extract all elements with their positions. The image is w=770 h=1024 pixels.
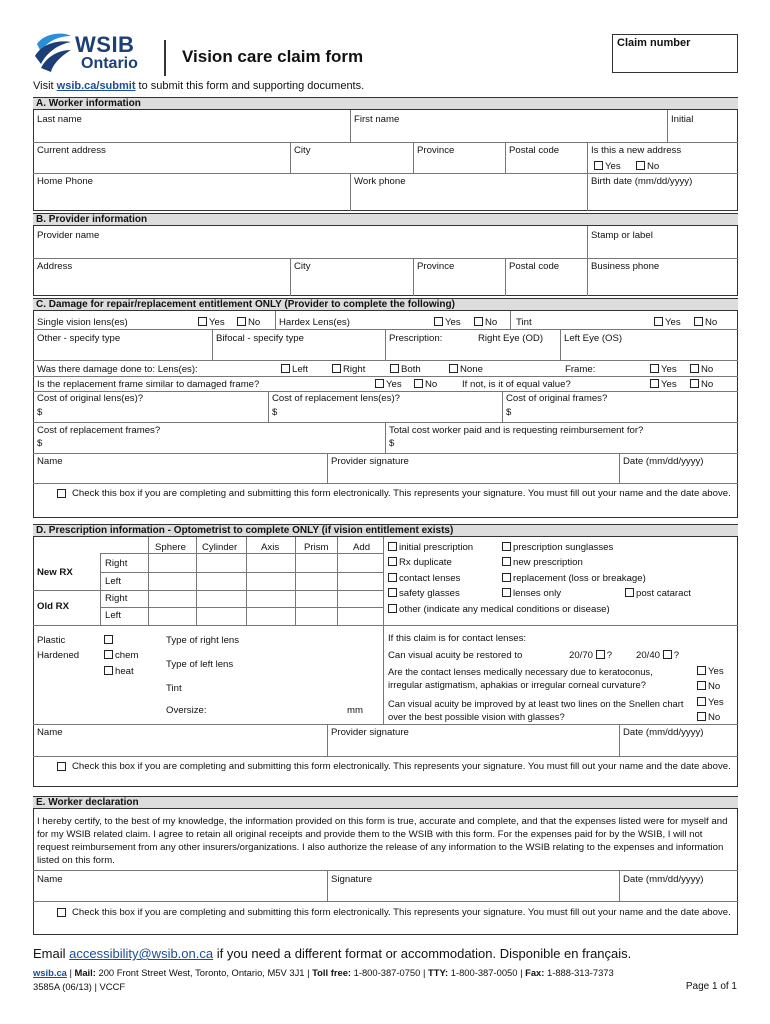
checkbox-icon[interactable]	[663, 650, 672, 659]
equal-value-question: If not, is it of equal value?	[462, 379, 571, 390]
right-eye-field[interactable]: Right Eye (OD)	[478, 333, 544, 344]
equal-value-yes[interactable]	[650, 379, 677, 390]
form-title: Vision care claim form	[182, 47, 364, 66]
provider-name-field[interactable]: Provider name	[37, 230, 100, 241]
option-label: initial prescription	[399, 542, 474, 553]
esign-checkbox-d[interactable]	[57, 762, 66, 771]
snellen-yes[interactable]	[697, 697, 724, 708]
opt-replacement[interactable]	[502, 573, 646, 584]
opt-initial-prescription[interactable]	[388, 542, 473, 553]
plastic-label: Plastic	[37, 635, 66, 646]
tint-yes[interactable]	[654, 317, 681, 328]
provider-postal-field[interactable]: Postal code	[509, 261, 560, 272]
yes-label: Yes	[386, 379, 402, 390]
home-phone-field[interactable]: Home Phone	[37, 176, 93, 187]
no-label: No	[701, 379, 714, 390]
section-a-body	[33, 110, 738, 211]
checkbox-icon[interactable]	[654, 317, 663, 326]
acuity-question: Can visual acuity be restored to	[388, 650, 523, 661]
first-name-field[interactable]: First name	[354, 114, 400, 125]
mail-label: Mail:	[74, 967, 96, 978]
date-field[interactable]: Date (mm/dd/yyyy)	[623, 874, 704, 885]
contact-line: wsib.ca | Mail: 200 Front Street West, Toronto, Ontario, M5V 3J1 | Toll free: 1-800-387-0750 | TTY: 1-800-387-0050 | Fax: 1-888-313-7373	[33, 967, 614, 978]
tollfree-label: Toll free:	[312, 967, 352, 978]
provider-signature-field[interactable]: Provider signature	[331, 456, 409, 467]
no-label: No	[248, 317, 261, 328]
accessibility-email-link[interactable]: accessibility@wsib.on.ca	[69, 946, 214, 961]
oversize-field[interactable]: Oversize:	[166, 705, 207, 716]
left-eye-field[interactable]: Left Eye (OS)	[564, 333, 623, 344]
visit-line	[33, 79, 364, 93]
damage-right[interactable]	[332, 364, 365, 375]
acuity-2040[interactable]	[636, 650, 679, 661]
both-label: Both	[401, 364, 421, 375]
opt-new-prescription[interactable]	[502, 557, 583, 568]
no-label: No	[708, 712, 721, 723]
checkbox-icon[interactable]	[104, 650, 113, 659]
form-code: 3585A (06/13) | VCCF	[33, 981, 126, 992]
cost-original-lens-field[interactable]: Cost of original lens(es)?	[37, 393, 144, 404]
checkbox-icon[interactable]	[625, 588, 634, 597]
tty-label: TTY:	[428, 967, 449, 978]
worker-signature-field[interactable]: Signature	[331, 874, 373, 885]
cost-replacement-frames-field[interactable]: Cost of replacement frames?	[37, 425, 161, 436]
frame-yes[interactable]	[650, 364, 677, 375]
option-label: chem	[115, 650, 139, 661]
mail-address: 200 Front Street West, Toronto, Ontario, M5V 3J1 |	[95, 967, 313, 978]
new-rx-label: New RX	[37, 567, 73, 578]
accessibility-line	[33, 946, 631, 962]
new-address-no[interactable]	[636, 161, 659, 172]
prescription-label: Prescription:	[389, 333, 443, 344]
declaration-text: I hereby certify, to the best of my knowledge, the information provided on this form is true, accurate and complete, and that the expenses listed were for myself and for my WSIB related claim. I agree to retain all original receipts and provide them to the WSIB with this form. For the expenses paid for by the WSIB, I will not request reimbursement from any other insurers/organizations. I also authorize the release of any information to the WSIB relating to the expenses and information listed on this form.	[37, 816, 728, 866]
yes-label: Yes	[708, 666, 724, 677]
email-pre: Email	[33, 946, 70, 961]
checkbox-icon[interactable]	[502, 573, 511, 582]
col-sphere: Sphere	[155, 542, 186, 553]
opt-prescription-sunglasses[interactable]	[502, 542, 613, 553]
business-phone-field[interactable]: Business phone	[591, 261, 660, 272]
visit-pre: Visit	[33, 80, 57, 92]
esign-text-e: Check this box if you are completing and submitting this form electronically. This represents your signature. You must fill out your name and the date above.	[72, 907, 731, 918]
checkbox-icon[interactable]	[198, 317, 207, 326]
visit-post: to submit this form and supporting documents.	[135, 80, 365, 92]
checkbox-icon[interactable]	[414, 379, 423, 388]
damage-both[interactable]	[390, 364, 421, 375]
wsib-logo	[33, 30, 153, 76]
mm-unit: mm	[347, 705, 363, 716]
plastic-checkbox[interactable]	[104, 635, 113, 644]
checkbox-icon[interactable]	[388, 542, 397, 551]
section-c-header: C. Damage for repair/replacement entitlement ONLY (Provider to complete the following)	[33, 298, 738, 311]
provider-address-field[interactable]: Address	[37, 261, 73, 272]
old-rx-label: Old RX	[37, 601, 69, 612]
page-number: Page 1 of 1	[685, 981, 737, 992]
checkbox-icon[interactable]	[502, 557, 511, 566]
checkbox-icon[interactable]	[697, 666, 706, 675]
cost-replacement-lens-field[interactable]: Cost of replacement lens(es)?	[272, 393, 400, 404]
checkbox-icon[interactable]	[650, 379, 659, 388]
total-cost-field[interactable]: Total cost worker paid and is requesting reimbursement for?	[389, 425, 644, 436]
work-phone-field[interactable]: Work phone	[354, 176, 406, 187]
checkbox-icon[interactable]	[390, 364, 399, 373]
option-label: 20/40	[636, 650, 661, 661]
wsib-swoosh-icon	[33, 30, 73, 74]
dollar-sign: $	[389, 438, 395, 449]
checkbox-icon[interactable]	[697, 697, 706, 706]
postal-code-field[interactable]: Postal code	[509, 145, 560, 156]
old-rx-right: Right	[105, 593, 128, 604]
new-rx-left: Left	[105, 576, 122, 587]
tint-label: Tint	[516, 317, 532, 328]
checkbox-icon[interactable]	[332, 364, 341, 373]
medical-no[interactable]	[697, 681, 720, 692]
opt-other[interactable]	[388, 604, 610, 615]
type-left-lens-field[interactable]: Type of left lens	[166, 659, 234, 670]
checkbox-icon[interactable]	[434, 317, 443, 326]
initial-field[interactable]: Initial	[671, 114, 694, 125]
checkbox-icon[interactable]	[388, 588, 397, 597]
new-address-yes[interactable]	[594, 161, 621, 172]
chem-option[interactable]	[104, 650, 138, 661]
yes-label: Yes	[708, 697, 724, 708]
checkbox-icon[interactable]	[636, 161, 645, 170]
yes-label: Yes	[445, 317, 461, 328]
checkbox-icon[interactable]	[388, 557, 397, 566]
yes-label: Yes	[209, 317, 225, 328]
col-axis: Axis	[261, 542, 280, 553]
damage-question: Was there damage done to: Lens(es):	[37, 364, 198, 375]
option-label: prescription sunglasses	[513, 542, 614, 553]
esign-text-c: Check this box if you are completing and submitting this form electronically. This represents your signature. You must fill out your name and the date above.	[72, 488, 731, 499]
yes-label: Yes	[661, 379, 677, 390]
tty-number: 1-800-387-0050 |	[448, 967, 526, 978]
esign-text-d: Check this box if you are completing and submitting this form electronically. This represents your signature. You must fill out your name and the date above.	[72, 761, 731, 772]
hardened-label: Hardened	[37, 650, 80, 661]
date-field[interactable]: Date (mm/dd/yyyy)	[623, 456, 704, 467]
other-type-field[interactable]: Other - specify type	[37, 333, 121, 344]
last-name-field[interactable]: Last name	[37, 114, 82, 125]
wsib-site-link[interactable]: wsib.ca	[33, 967, 67, 978]
frame-similar-no[interactable]	[414, 379, 437, 390]
no-label: No	[708, 681, 721, 692]
tint-no[interactable]	[694, 317, 717, 328]
none-label: None	[460, 364, 483, 375]
col-prism: Prism	[304, 542, 329, 553]
tollfree-number: 1-800-387-0750 |	[351, 967, 428, 978]
frame-similar-yes[interactable]	[375, 379, 402, 390]
stamp-field[interactable]: Stamp or label	[591, 230, 653, 241]
current-address-field[interactable]: Current address	[37, 145, 106, 156]
question-mark: ?	[673, 650, 680, 661]
logo-text-bottom: Ontario	[81, 55, 138, 72]
provider-name-sig-field[interactable]: Name	[37, 456, 63, 467]
frame-no[interactable]	[690, 364, 713, 375]
fax-number: 1-888-313-7373	[544, 967, 614, 978]
heat-option[interactable]	[104, 666, 134, 677]
logo-text-top: WSIB	[75, 32, 135, 57]
option-label: post cataract	[636, 588, 691, 599]
medical-necessity-question: Are the contact lenses medically necessary due to keratoconus, irregular astigmatism, aphakias or irregular corneal curvature?	[388, 666, 653, 690]
option-label: new prescription	[513, 557, 583, 568]
frame-similar-question: Is the replacement frame similar to damaged frame?	[37, 379, 260, 390]
optometrist-name-field[interactable]: Name	[37, 727, 63, 738]
question-mark: ?	[606, 650, 613, 661]
checkbox-icon[interactable]	[388, 604, 397, 613]
single-vision-no[interactable]	[237, 317, 260, 328]
damage-none[interactable]	[449, 364, 483, 375]
section-b-header: B. Provider information	[33, 213, 738, 226]
checkbox-icon[interactable]	[502, 588, 511, 597]
provider-province-field[interactable]: Province	[417, 261, 455, 272]
option-label: contact lenses	[399, 573, 461, 584]
optometrist-signature-field[interactable]: Provider signature	[331, 727, 409, 738]
birth-date-field[interactable]: Birth date (mm/dd/yyyy)	[591, 176, 693, 187]
date-field[interactable]: Date (mm/dd/yyyy)	[623, 727, 704, 738]
checkbox-icon[interactable]	[237, 317, 246, 326]
opt-post-cataract[interactable]	[625, 588, 691, 599]
dollar-sign: $	[37, 407, 43, 418]
no-label: No	[705, 317, 718, 328]
new-rx-right: Right	[105, 558, 128, 569]
frame-label: Frame:	[565, 364, 596, 375]
yes-label: Yes	[605, 161, 621, 172]
bifocal-field[interactable]: Bifocal - specify type	[216, 333, 304, 344]
checkbox-icon[interactable]	[596, 650, 605, 659]
no-label: No	[485, 317, 498, 328]
checkbox-icon[interactable]	[449, 364, 458, 373]
option-label: replacement (loss or breakage)	[513, 573, 646, 584]
damage-left[interactable]	[281, 364, 308, 375]
contact-lens-heading: If this claim is for contact lenses:	[388, 633, 527, 644]
single-vision-yes[interactable]	[198, 317, 225, 328]
claim-number-box[interactable]	[612, 34, 738, 73]
hardex-label: Hardex Lens(es)	[279, 317, 350, 328]
option-label: heat	[115, 666, 134, 677]
opt-safety-glasses[interactable]	[388, 588, 460, 599]
provider-city-field[interactable]: City	[294, 261, 311, 272]
checkbox-icon[interactable]	[690, 364, 699, 373]
option-label: safety glasses	[399, 588, 460, 599]
dollar-sign: $	[506, 407, 512, 418]
checkbox-icon[interactable]	[690, 379, 699, 388]
col-add: Add	[353, 542, 371, 553]
snellen-question: Can visual acuity be improved by at least two lines on the Snellen chart over the best possible vision with glasses?	[388, 698, 684, 722]
checkbox-icon[interactable]	[375, 379, 384, 388]
email-post: if you need a different format or accommodation. Disponible en français.	[213, 946, 632, 961]
checkbox-icon[interactable]	[694, 317, 703, 326]
checkbox-icon[interactable]	[104, 666, 113, 675]
cost-original-frames-field[interactable]: Cost of original frames?	[506, 393, 608, 404]
old-rx-left: Left	[105, 610, 122, 621]
checkbox-icon[interactable]	[502, 542, 511, 551]
no-label: No	[701, 364, 714, 375]
medical-yes[interactable]	[697, 666, 724, 677]
yes-label: Yes	[665, 317, 681, 328]
no-label: No	[425, 379, 438, 390]
checkbox-icon[interactable]	[281, 364, 290, 373]
checkbox-icon[interactable]	[594, 161, 603, 170]
city-field[interactable]: City	[294, 145, 311, 156]
opt-contact-lenses[interactable]	[388, 573, 460, 584]
type-right-lens-field[interactable]: Type of right lens	[166, 635, 240, 646]
checkbox-icon[interactable]	[650, 364, 659, 373]
dollar-sign: $	[272, 407, 278, 418]
right-label: Right	[343, 364, 366, 375]
equal-value-no[interactable]	[690, 379, 713, 390]
esign-checkbox-c[interactable]	[57, 489, 66, 498]
tint-field[interactable]: Tint	[166, 683, 182, 694]
yes-label: Yes	[661, 364, 677, 375]
hardex-no[interactable]	[474, 317, 497, 328]
section-a-header: A. Worker information	[33, 97, 738, 110]
no-label: No	[647, 161, 660, 172]
header-divider	[164, 40, 166, 76]
new-address-question: Is this a new address	[591, 145, 682, 156]
checkbox-icon[interactable]	[697, 712, 706, 721]
hardex-yes[interactable]	[434, 317, 461, 328]
section-d-header: D. Prescription information - Optometrist to complete ONLY (if vision entitlement exists)	[33, 524, 738, 537]
opt-rx-duplicate[interactable]	[388, 557, 452, 568]
dollar-sign: $	[37, 438, 43, 449]
left-label: Left	[292, 364, 309, 375]
option-label: lenses only	[513, 588, 561, 599]
option-label: other (indicate any medical conditions or disease)	[399, 604, 610, 615]
col-cylinder: Cylinder	[202, 542, 238, 553]
worker-name-field[interactable]: Name	[37, 874, 63, 885]
claim-number-label: Claim number	[617, 37, 691, 49]
section-e-header: E. Worker declaration	[33, 796, 738, 809]
checkbox-icon[interactable]	[474, 317, 483, 326]
esign-checkbox-e[interactable]	[57, 908, 66, 917]
fax-label: Fax:	[525, 967, 545, 978]
checkbox-icon[interactable]	[388, 573, 397, 582]
option-label: 20/70	[569, 650, 594, 661]
acuity-2070[interactable]	[569, 650, 612, 661]
single-vision-label: Single vision lens(es)	[37, 317, 128, 328]
option-label: Rx duplicate	[399, 557, 452, 568]
opt-lenses-only[interactable]	[502, 588, 561, 599]
snellen-no[interactable]	[697, 712, 720, 723]
checkbox-icon[interactable]	[697, 681, 706, 690]
submit-link[interactable]: wsib.ca/submit	[56, 80, 136, 92]
province-field[interactable]: Province	[417, 145, 455, 156]
